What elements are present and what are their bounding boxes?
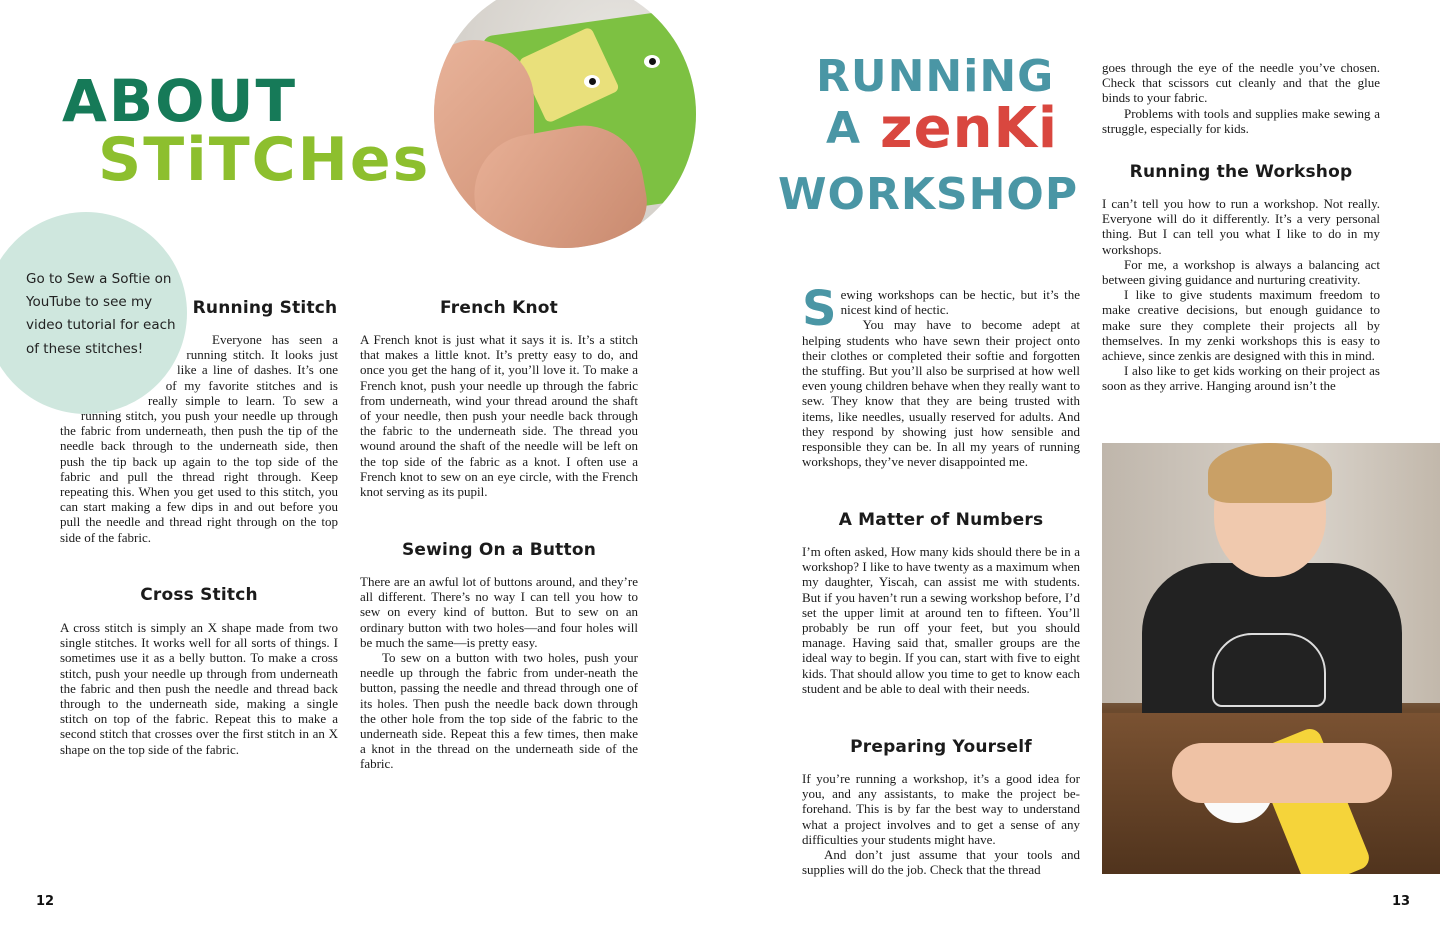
heading-cross-stitch: Cross Stitch [140, 585, 258, 605]
numbers-p1: I’m often asked, How many kids should there be in a workshop? I like to have twenty as a maximum when my daughter, Yiscah, can assist me with students. But if you haven’t run a sewing workshop before, I’d set the upper limit at around ten to fifteen. You’ll probably be run off your feet, but you should manage. Having said that, smaller groups are the ideal way to begin. If you can, start with five to eight kids. That should allow you time to get to know each student and be able to deal with their needs. [802, 544, 1080, 696]
title-zenki: zenKi [880, 96, 1059, 161]
heading-sewing-button: Sewing On a Button [401, 540, 597, 560]
sewing-button-p2: To sew on a button with two holes, push your needle up through the fabric from under-neath the button, passing the needle and thread through one of its holes. Then push the needle back down through the other hole from the top side of the fabric to the underneath side. Repeat this a few times, then make a knot in the thread on the underneath side of the fabric. [360, 650, 638, 772]
continued-text [1102, 60, 1380, 136]
title-stitches: STiTCHes [98, 125, 431, 195]
french-knot-p1: A French knot is just what it says it is. It’s a stitch that makes a little knot. It’s pretty easy to do, and once you get the hang of it, you’ll love it. To make a French knot, push your needle up through the fabric from underneath, wind your thread around the shaft of your needle, then push your needle back through the fabric to the underneath side. The thread you wound around the shaft of the needle will be left on the top side of the fabric as a knot. I often use a French knot to sew on an eye circle, with the French knot serving as its pupil. [360, 332, 638, 500]
cross-stitch-p1: A cross stitch is simply an X shape made from two single stitches. It works well for all sorts of things. I sometimes use it as a belly button. To make a cross stitch, push your needle up through from underneath the fabric and then push the needle and thread back through to the underneath side, making a single stitch on top of the fabric. Repeat this to make a second stitch that crosses over the first stitch in an X shape on the top side of the fabric. [60, 620, 338, 757]
french-knot-text [360, 332, 638, 499]
preparing-text [802, 771, 1080, 877]
child-sewing-photo [1102, 443, 1440, 874]
running-workshop-p3: I like to give students maximum freedom to make creative decisions, but enough guidance to make sure they complete their projects all by themselves. In my zenki workshops this is easy to achieve, since zenkis are designed with this in mind. [1102, 287, 1380, 364]
heading-running-stitch: Running Stitch [192, 298, 338, 318]
sewing-button-text [360, 574, 638, 772]
heading-preparing: Preparing Yourself [850, 737, 1032, 757]
page-number-left: 12 [36, 894, 55, 909]
title-a: A [826, 103, 862, 154]
felt-stitching-photo [434, 0, 696, 248]
running-stitch-p1: Everyone has seen a running stitch. It looks just like a line of dashes. It’s one of my favorite stitches and is really simple to learn. To sew a running stitch, you push your needle up through the fabric from underneath, then push the tip of the needle back through to the underneath side, then push the tip back up again to the top side of the fabric and pull the thread right through. Keep repeating this. When you get used to this stitch, you can start making a few dips in and out before you pull the needle and thread right through on the top side of the fabric. [60, 332, 338, 545]
running-workshop-p1: I can’t tell you how to run a workshop. Not really. Everyone will do it differently. It’s a very personal thing. But I can tell you what I like to do in my workshops. [1102, 196, 1380, 257]
intro-p1: You may have to become adept at helping students who have sewn their project onto their clothes or completed their softie and forgotten the stuffing. But you’ll also be surprised at how well even young children behave when they really want to sew. They know that they are being trusted with items, like needles, usually reserved for adults. And they respond by showing just how sensible and responsible they can be. In all my years of running workshops, they’ve never disappointed me. [802, 317, 1080, 470]
cross-stitch-text [60, 620, 338, 757]
page-number-right: 13 [1392, 894, 1411, 909]
sewing-button-p1: There are an awful lot of buttons around, and they’re all different. There’s no way I can tell you how to sew on every kind of button. But to sew on an ordinary button with two holes—and four holes will be much the same—is pretty easy. [360, 574, 638, 650]
numbers-text [802, 544, 1080, 696]
dropcap-s: S [802, 281, 837, 337]
running-workshop-text [1102, 196, 1380, 394]
heading-running-workshop: Running the Workshop [1129, 162, 1353, 182]
callout-text: Go to Sew a Softie on YouTube to see my video tutorial for each of these stitches! [26, 271, 176, 357]
title-about: ABOUT [62, 67, 298, 135]
title-running: RUNNiNG [816, 51, 1055, 102]
heading-numbers: A Matter of Numbers [838, 510, 1044, 530]
preparing-p1: If you’re running a workshop, it’s a good idea for you, and any assistants, to make the project be-forehand. This is by far the best way to understand what a project involves and to get a sense of any difficulties your students might have. [802, 771, 1080, 847]
running-stitch-text [60, 332, 338, 545]
intro-text [802, 281, 1080, 470]
running-workshop-p4: I also like to get kids working on their project as soon as they arrive. Hanging around isn’t the [1102, 363, 1380, 394]
preparing-p2: And don’t just assume that your tools and supplies will do the job. Check that the thread [802, 847, 1080, 878]
continued-p1: goes through the eye of the needle you’ve chosen. Check that scissors cut cleanly and that the glue binds to your fabric. [1102, 60, 1380, 106]
continued-p2: Problems with tools and supplies make sewing a struggle, especially for kids. [1102, 105, 1380, 136]
title-workshop: WORKSHOP [778, 169, 1079, 220]
heading-french-knot: French Knot [440, 298, 558, 318]
running-workshop-p2: For me, a workshop is always a balancing act between giving guidance and nurturing creativity. [1102, 256, 1380, 288]
intro-first: ewing workshops can be hectic, but it’s the nicest kind of hectic. [840, 287, 1080, 318]
